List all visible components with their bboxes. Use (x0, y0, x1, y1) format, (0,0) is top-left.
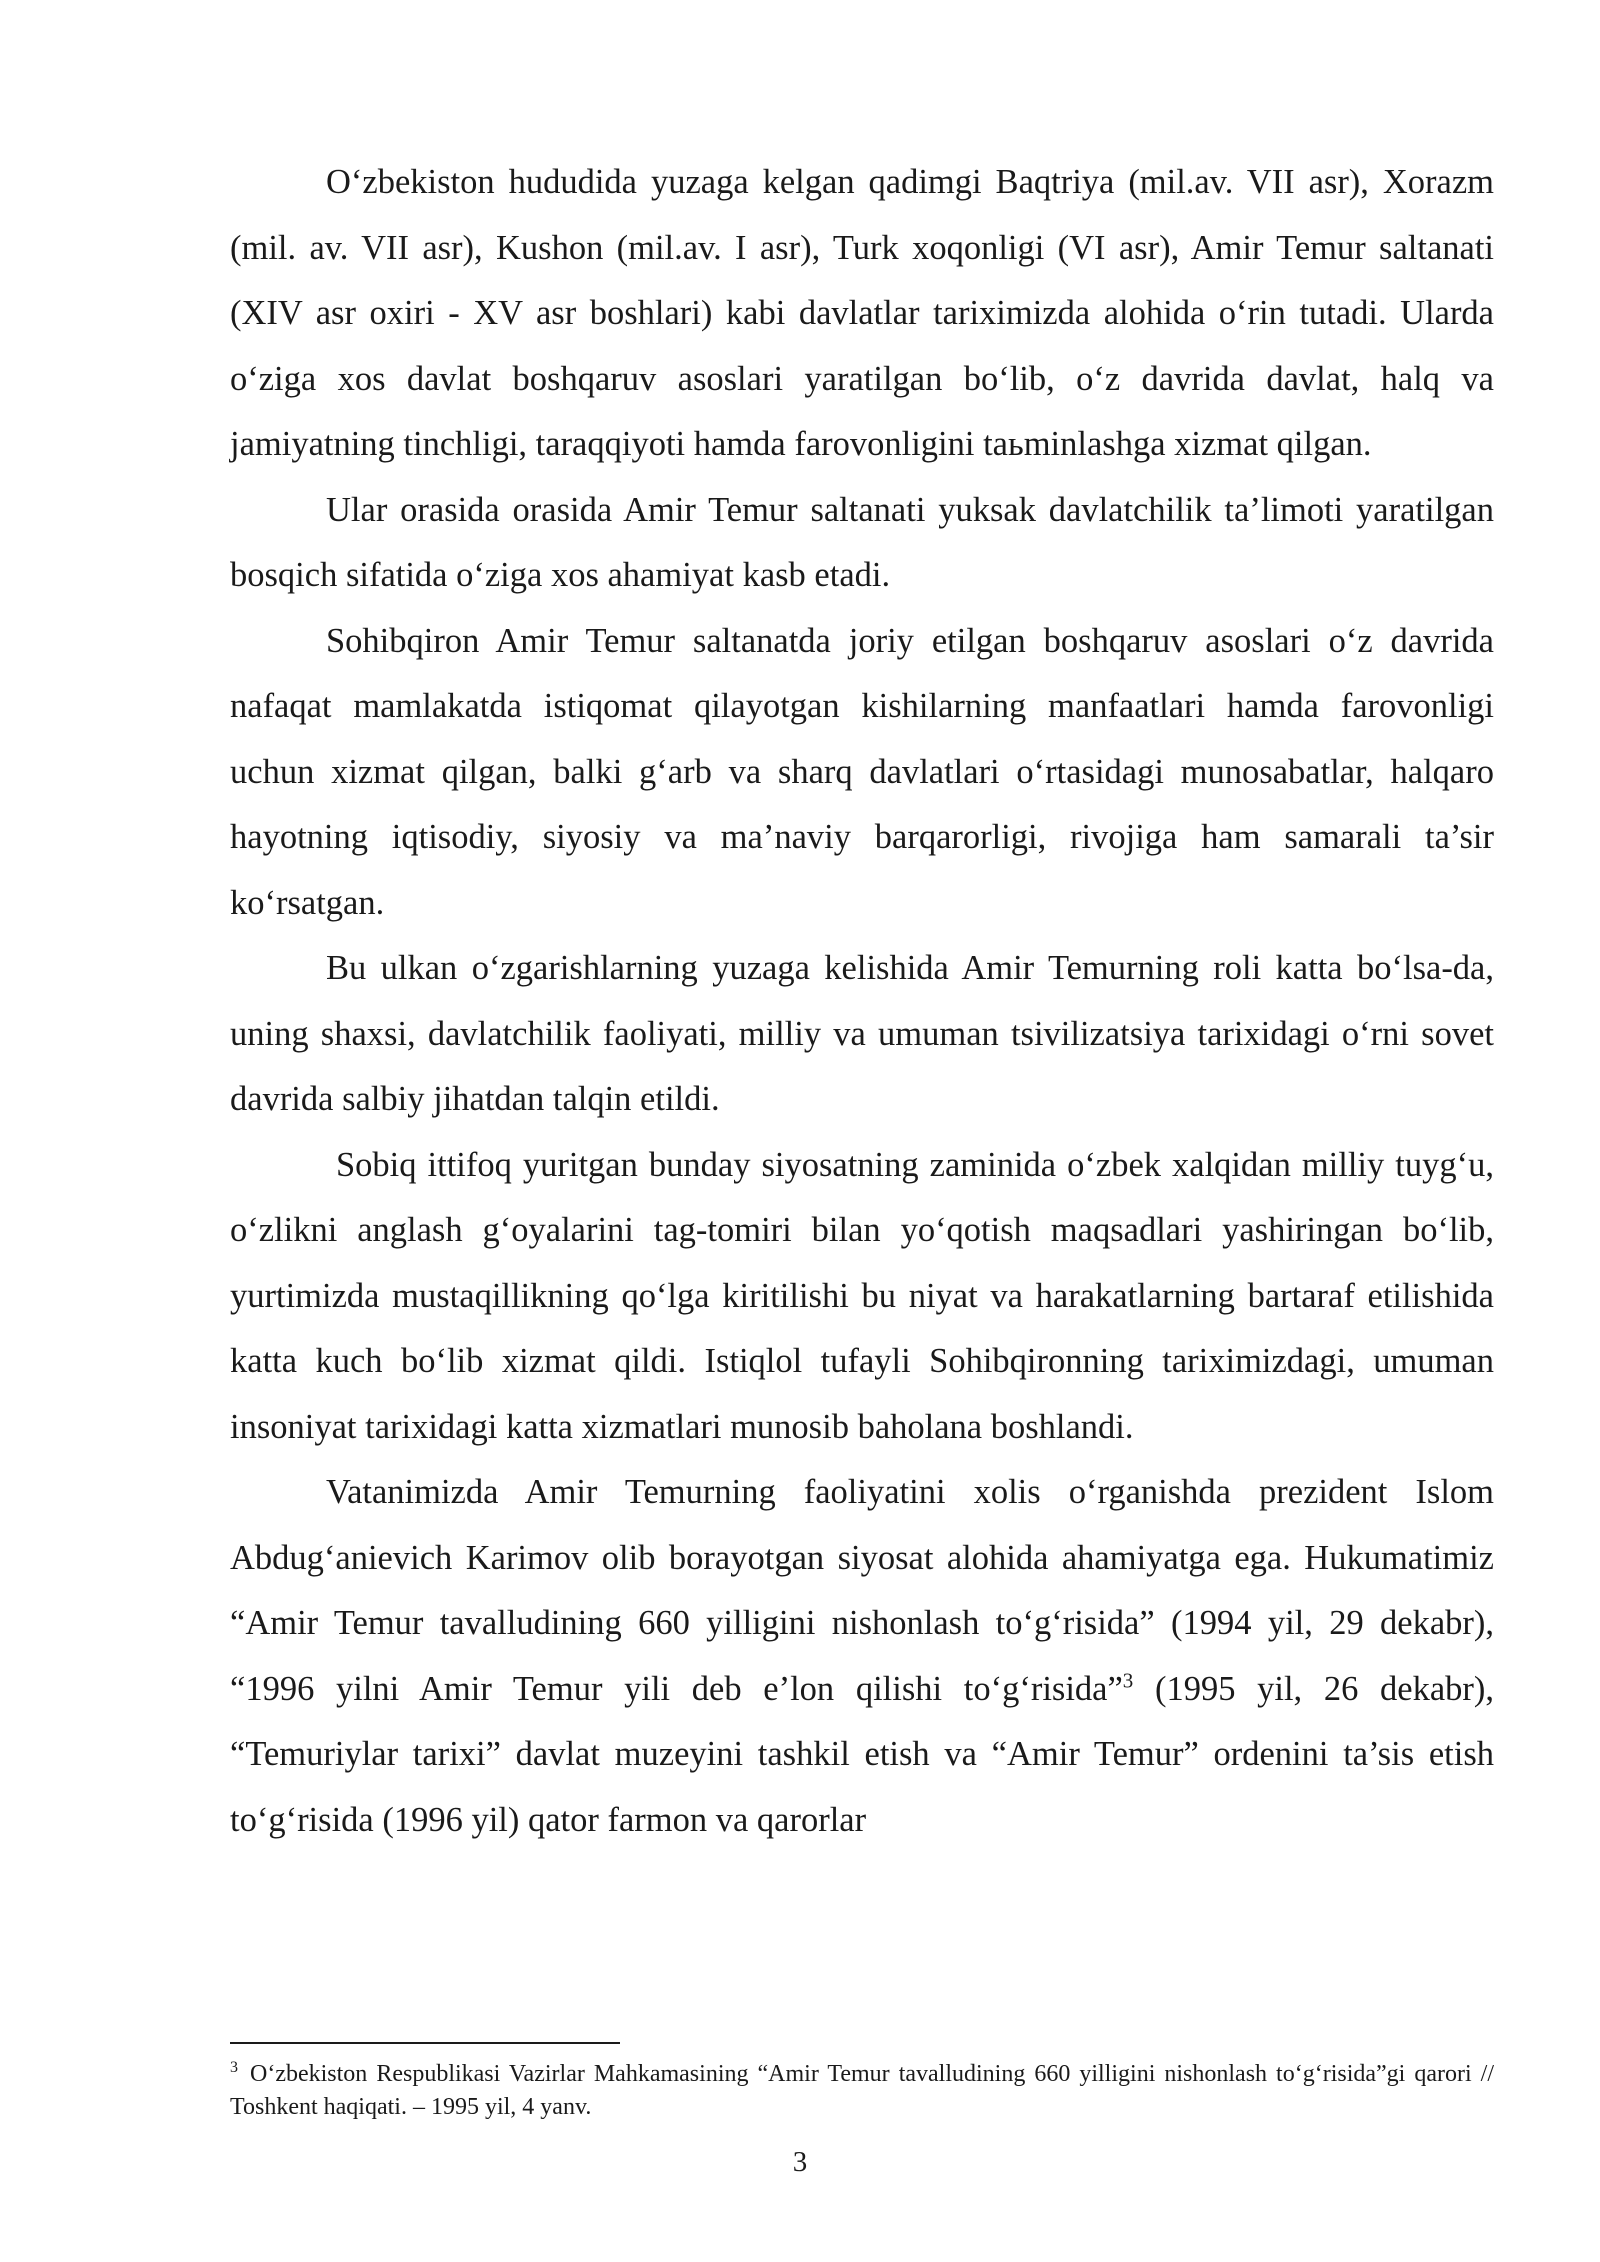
footnote (230, 2058, 1494, 2124)
paragraph-1: O‘zbekiston hududida yuzaga kelgan qadimgi Baqtriya (mil.av. VII asr), Xorazm (mil. av. VII asr), Kushon (mil.av. I asr), Turk xoqonligi (VI asr), Amir Temur saltanati (XIV asr oxiri - XV asr boshlari) kabi davlatlar tariximizda alohida o‘rin tutadi. Ularda o‘ziga xos davlat boshqaruv asoslari yaratilgan bo‘lib, o‘z davrida davlat, halq va jamiyatning tinchligi, taraqqiyoti hamda farovonligini taьminlashga xizmat qilgan. (230, 163, 1494, 463)
paragraph-3: Sohibqiron Amir Temur saltanatda joriy etilgan boshqaruv asoslari o‘z davrida nafaqat mamlakatda istiqomat qilayotgan kishilarning manfaatlari hamda farovonligi uchun xizmat qilgan, balki g‘arb va sharq davlatlari o‘rtasidagi munosabatlar, halqaro hayotning iqtisodiy, siyosiy va ma’naviy barqarorligi, rivojiga ham samarali ta’sir ko‘rsatgan. (230, 621, 1494, 922)
paragraph-6 (230, 1460, 1494, 1853)
page-number: 3 (792, 2146, 808, 2178)
paragraph-4: Bu ulkan o‘zgarishlarning yuzaga kelishida Amir Temurning roli katta bo‘lsa-da, uning shaxsi, davlatchilik faoliyati, milliy va umuman tsivilizatsiya tarixidagi o‘rni sovet davrida salbiy jihatdan talqin etildi. (230, 949, 1494, 1118)
paragraph-5: Sobiq ittifoq yuritgan bunday siyosatning zaminida o‘zbek xalqidan milliy tuyg‘u, o‘zlikni anglash g‘oyalarini tag-tomiri bilan yo‘qotish maqsadlari yashiringan bo‘lib, yurtimizda mustaqillikning qo‘lga kiritilishi bu niyat va harakatlarning bartaraf etilishida katta kuch bo‘lib xizmat qildi. Istiqlol tufayli Sohibqironning tariximizdagi, umuman insoniyat tarixidagi katta xizmatlari munosib baholana boshlandi. (230, 1145, 1494, 1446)
footnote-separator (230, 2042, 620, 2044)
paragraph-6-text-after-ref: (1995 yil, 26 dekabr), “Temuriylar tarixi” davlat muzeyini tashkil etish va “Amir Temur” ordenini ta’sis etish to‘g‘risida (1996 yil) qator farmon va qarorlar (230, 1669, 1494, 1839)
page-body (230, 150, 1494, 1853)
footnote-text: O‘zbekiston Respublikasi Vazirlar Mahkamasining “Amir Temur tavalludining 660 yilligini nishonlash to‘g‘risida”gi qarori // Toshkent haqiqati. – 1995 yil, 4 yanv. (230, 2061, 1494, 2120)
footnote-number: 3 (230, 2059, 238, 2076)
paragraph-6-text-before-ref: Vatanimizda Amir Temurning faoliyatini xolis o‘rganishda prezident Islom Abdug‘anievich Karimov olib borayotgan siyosat alohida ahamiyatga ega. Hukumatimiz “Amir Temur tavalludining 660 yilligini nishonlash to‘g‘risida” (1994 yil, 29 dekabr), “1996 yilni Amir Temur yili deb e’lon qilishi to‘g‘risida” (230, 1473, 1494, 1708)
paragraph-2: Ular orasida orasida Amir Temur saltanati yuksak davlatchilik ta’limoti yaratilgan bosqich sifatida o‘ziga xos ahamiyat kasb etadi. (230, 490, 1494, 594)
footnote-reference[interactable]: 3 (1122, 1668, 1134, 1692)
